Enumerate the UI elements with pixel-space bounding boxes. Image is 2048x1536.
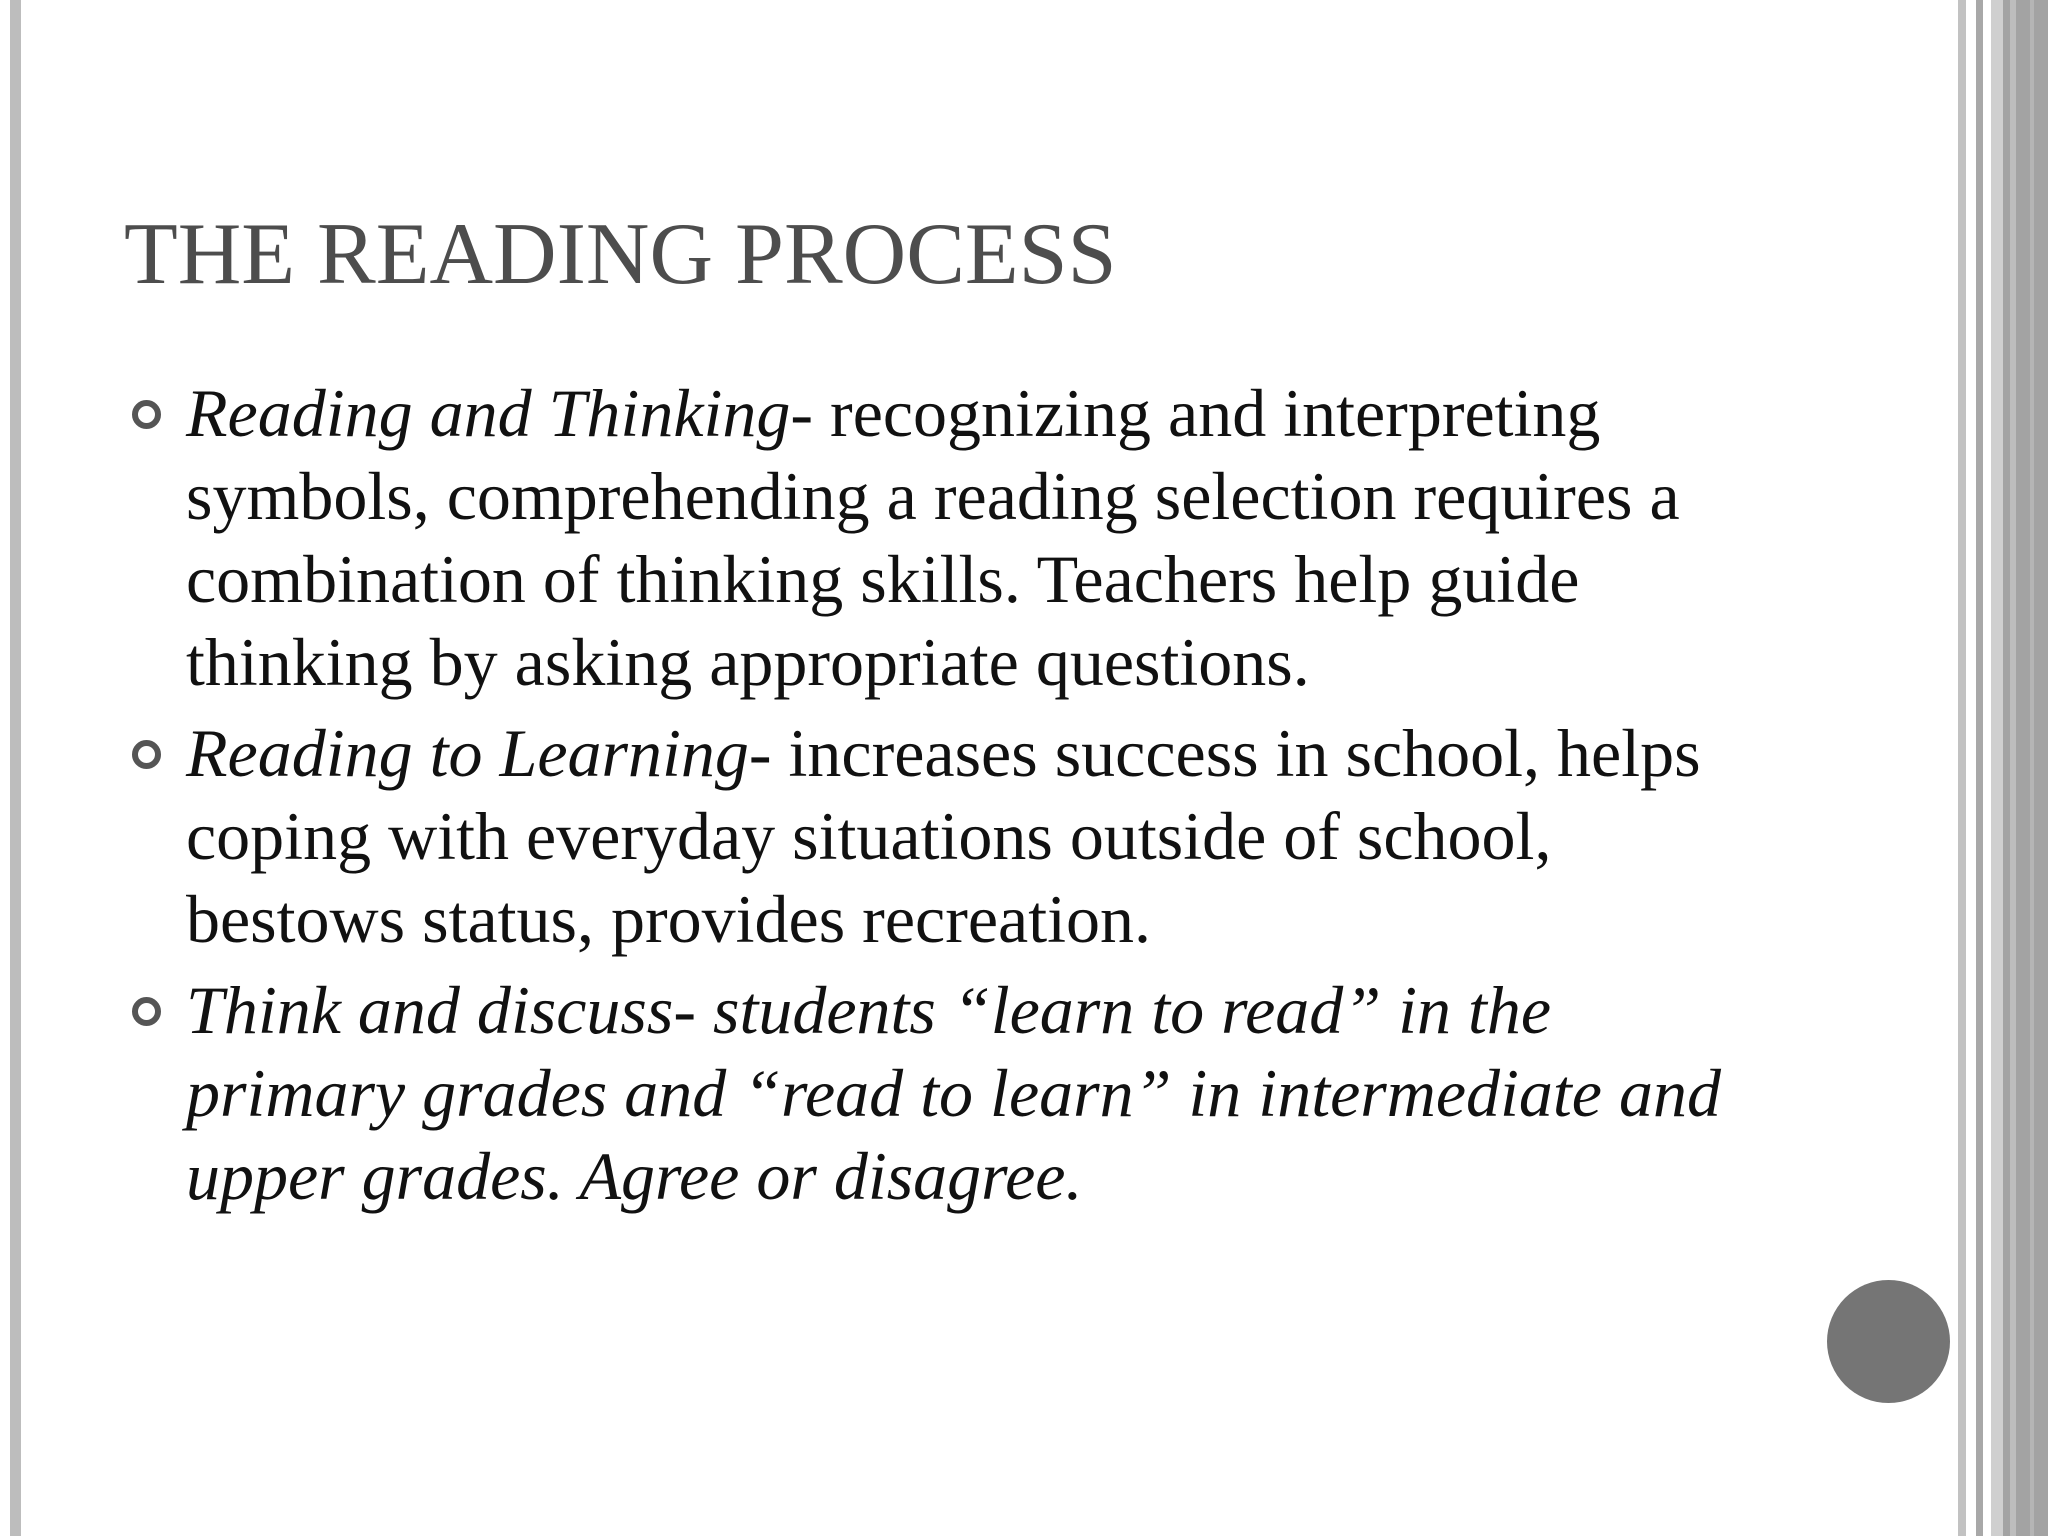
- slide-title: THE READING PROCESS: [124, 206, 1117, 303]
- right-border-stripe: [1958, 0, 1966, 1536]
- right-border-stripe: [2010, 0, 2016, 1536]
- ring-bullet-icon: [132, 997, 161, 1026]
- bullet-item: [126, 969, 1766, 1218]
- bullet-term: Think and discuss: [186, 972, 674, 1048]
- decorative-circle: [1827, 1280, 1950, 1403]
- right-border-stripe: [1991, 0, 2003, 1536]
- right-border-stripe: [2030, 0, 2034, 1536]
- bullet-list: [126, 372, 1766, 1226]
- right-border-stripe: [1983, 0, 1991, 1536]
- bullet-text: - increases success in school, helps coping with everyday situations outside of school, bestows status, provides recreation.: [186, 715, 1701, 957]
- bullet-item: [126, 712, 1766, 961]
- ring-bullet-icon: [132, 740, 161, 769]
- bullet-text: - recognizing and interpreting symbols, comprehending a reading selection requires a combination of thinking skills. Teachers help guide thinking by asking appropriate questions.: [186, 375, 1680, 700]
- left-border: [10, 0, 21, 1536]
- ring-bullet-icon: [132, 400, 161, 429]
- bullet-text: - students “learn to read” in the primary grades and “read to learn” in intermediate and upper grades. Agree or disagree.: [186, 972, 1721, 1214]
- right-border-stripe: [1976, 0, 1983, 1536]
- bullet-term: Reading and Thinking: [186, 375, 791, 451]
- bullet-term: Reading to Learning: [186, 715, 749, 791]
- right-border-stripe: [1966, 0, 1976, 1536]
- bullet-item: [126, 372, 1766, 704]
